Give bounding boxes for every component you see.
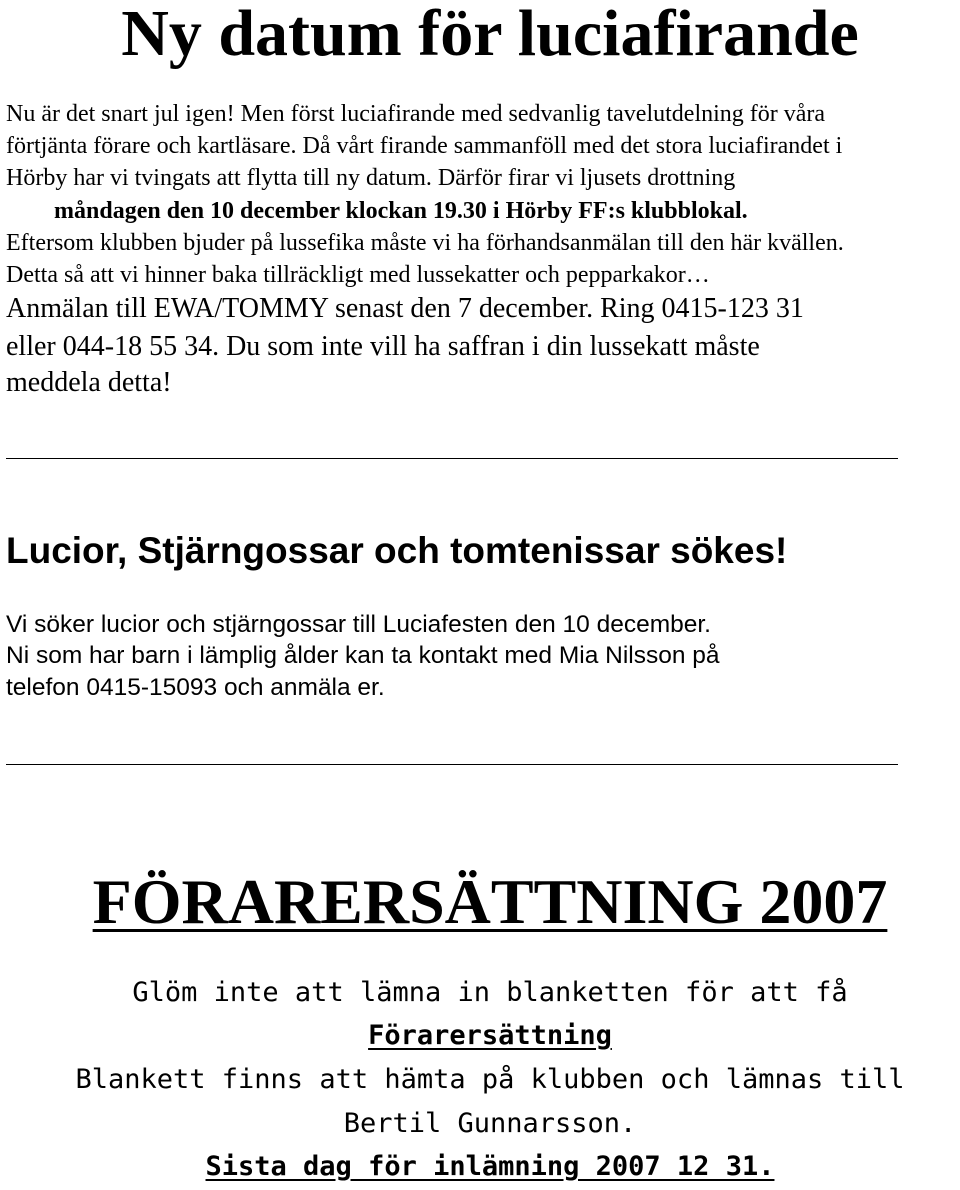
paragraph-line: Detta så att vi hinner baka tillräckligt med lussekatter och pepparkakor… bbox=[6, 262, 710, 288]
reminder-line: Bertil Gunnarsson. bbox=[343, 1108, 637, 1139]
deadline-line bbox=[0, 1147, 960, 1187]
deadline-text: Sista dag för inlämning 2007 12 31. bbox=[205, 1151, 775, 1182]
paragraph-line: Hörby har vi tvingats att flytta till ny datum. Därför firar vi ljusets drottning bbox=[6, 165, 736, 191]
paragraph-line: telefon 0415-15093 och anmäla er. bbox=[6, 674, 385, 701]
reminder-line: Blankett finns att hämta på klubben och lämnas till bbox=[75, 1064, 905, 1095]
event-date-line: måndagen den 10 december klockan 19.30 i Hörby FF:s klubblokal. bbox=[54, 198, 748, 224]
paragraph-line: Vi söker lucior och stjärngossar till Luciafesten den 10 december. bbox=[6, 611, 711, 638]
registration-line: Anmälan till EWA/TOMMY senast den 7 december. Ring 0415-123 31 bbox=[6, 293, 804, 324]
registration-line: eller 044-18 55 34. Du som inte vill ha saffran i din lussekatt måste bbox=[6, 331, 760, 362]
page-title: Ny datum för luciafirande bbox=[121, 0, 859, 70]
reminder-line: Glöm inte att lämna in blanketten för att få bbox=[132, 977, 848, 1008]
forarersattning-heading: FÖRARERSÄTTNING 2007 bbox=[92, 866, 888, 937]
section-heading bbox=[0, 864, 960, 940]
paragraph-line: förtjänta förare och kartläsare. Då vårt firande sammanföll med det stora luciafirandet i bbox=[6, 133, 843, 159]
paragraph-line: Eftersom klubben bjuder på lussefika måste vi ha förhandsanmälan till den här kvällen. bbox=[6, 230, 844, 256]
divider bbox=[6, 458, 898, 459]
divider bbox=[6, 764, 898, 765]
paragraph-line: Nu är det snart jul igen! Men först luciafirande med sedvanlig tavelutdelning för våra bbox=[6, 101, 826, 127]
section-heading: Lucior, Stjärngossar och tomtenissar sökes! bbox=[6, 530, 788, 571]
paragraph-line: Ni som har barn i lämplig ålder kan ta kontakt med Mia Nilsson på bbox=[6, 642, 720, 669]
forarersattning-label: Förarersättning bbox=[368, 1020, 612, 1051]
reminder-line bbox=[0, 1016, 960, 1056]
registration-line: meddela detta! bbox=[6, 367, 172, 398]
